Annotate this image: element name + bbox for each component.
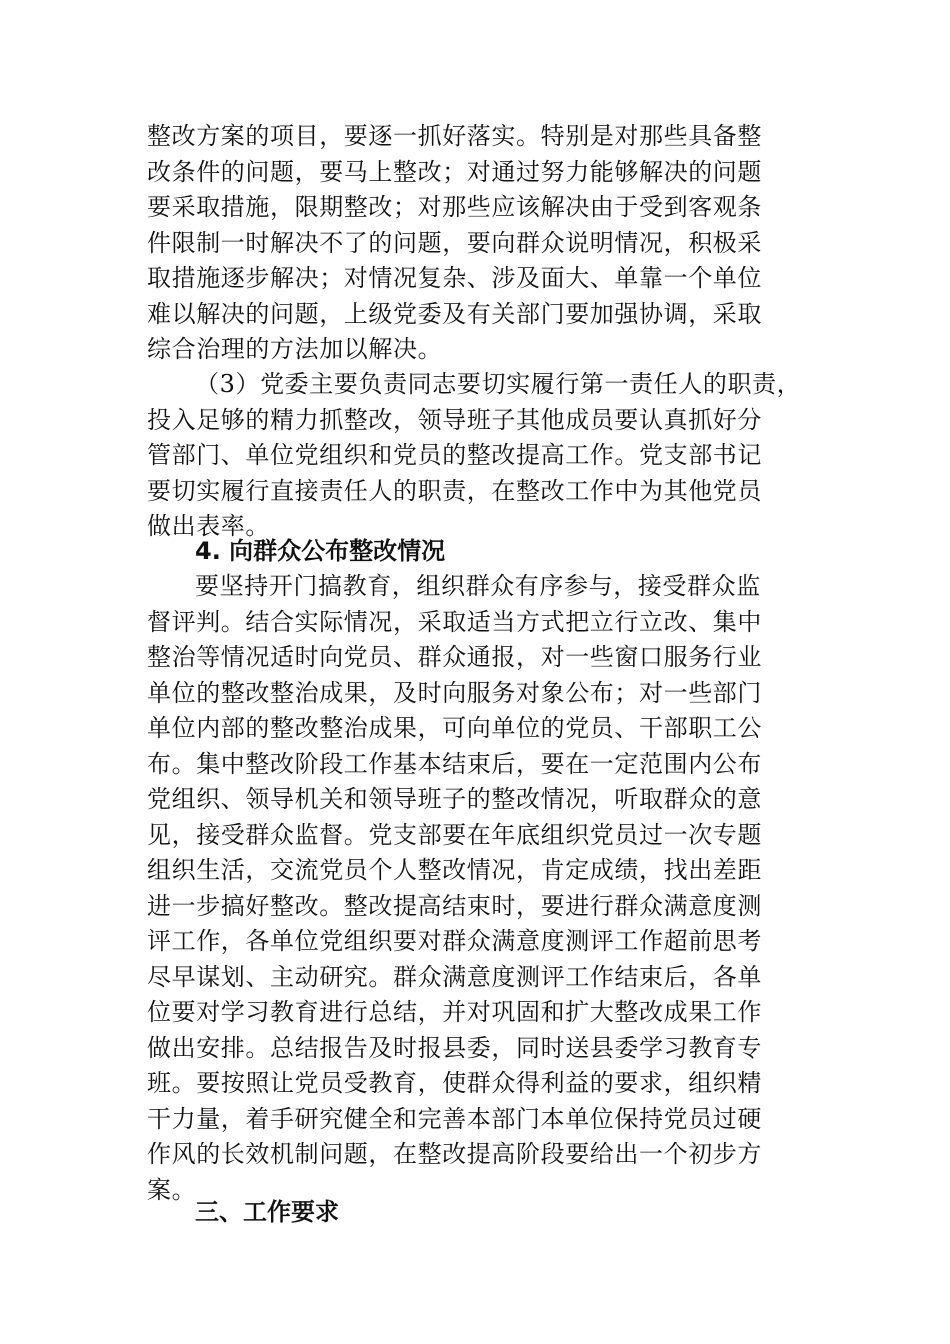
text-line: 单位的整改整治成果，及时向服务对象公布；对一些部门 bbox=[147, 678, 762, 707]
text-line: 改条件的问题，要马上整改；对通过努力能够解决的问题 bbox=[147, 157, 762, 186]
section-heading-4: 4. 向群众公布整改情况 bbox=[195, 537, 446, 565]
text-line: 管部门、单位党组织和党员的整改提高工作。党支部书记 bbox=[147, 441, 762, 469]
text-line: 件限制一时解决不了的问题，要向群众说明情况，积极采 bbox=[147, 228, 762, 257]
paragraph-rectification-items bbox=[147, 119, 810, 368]
text-line: 整改方案的项目，要逐一抓好落实。特别是对那些具备整 bbox=[147, 122, 762, 150]
section-heading-work-requirements: 三、工作要求 bbox=[195, 1198, 339, 1226]
text-line: 党组织、领导机关和领导班子的整改情况，听取群众的意 bbox=[147, 785, 762, 813]
text-line: 干力量，着手研究健全和完善本部门本单位保持党员过硬 bbox=[147, 1104, 762, 1133]
text-line: 作风的长效机制问题，在整改提高阶段要给出一个初步方 bbox=[147, 1140, 762, 1168]
text-line: 班。要按照让党员受教育，使群众得利益的要求，组织精 bbox=[147, 1069, 762, 1097]
paragraph-public-disclosure bbox=[147, 569, 810, 1208]
text-line: 位要对学习教育进行总结，并对巩固和扩大整改成果工作 bbox=[147, 998, 762, 1026]
text-line: 投入足够的精力抓整改，领导班子其他成员要认真抓好分 bbox=[147, 405, 762, 434]
text-line: 组织生活，交流党员个人整改情况，肯定成绩，找出差距 bbox=[147, 856, 762, 884]
text-line: 要采取措施，限期整改；对那些应该解决由于受到客观条 bbox=[147, 193, 762, 221]
text-line: 综合治理的方法加以解决。 bbox=[147, 335, 443, 363]
text-line: 单位内部的整改整治成果，可向单位的党员、干部职工公 bbox=[147, 714, 762, 742]
text-line: 见，接受群众监督。党支部要在年底组织党员过一次专题 bbox=[147, 820, 762, 849]
text-line: 做出安排。总结报告及时报县委，同时送县委学习教育专 bbox=[147, 1033, 762, 1062]
text-line: 布。集中整改阶段工作基本结束后，要在一定范围内公布 bbox=[147, 749, 762, 778]
text-line: 评工作，各单位党组织要对群众满意度测评工作超前思考 bbox=[147, 927, 762, 955]
text-line: 要切实履行直接责任人的职责，在整改工作中为其他党员 bbox=[147, 476, 762, 505]
text-line: 做出表率。 bbox=[147, 512, 270, 540]
text-line: 整治等情况适时向党员、群众通报，对一些窗口服务行业 bbox=[147, 643, 762, 671]
paragraph-party-committee-responsibility bbox=[147, 367, 810, 545]
text-line: 取措施逐步解决；对情况复杂、涉及面大、单靠一个单位 bbox=[147, 264, 762, 292]
text-line: 督评判。结合实际情况，采取适当方式把立行立改、集中 bbox=[147, 607, 762, 636]
text-line: 尽早谋划、主动研究。群众满意度测评工作结束后，各单 bbox=[147, 962, 762, 991]
text-line: 案。 bbox=[147, 1175, 197, 1204]
text-line: 难以解决的问题，上级党委及有关部门要加强协调，采取 bbox=[147, 299, 762, 328]
text-line: （3）党委主要负责同志要切实履行第一责任人的职责， bbox=[195, 370, 802, 398]
text-line: 要坚持开门搞教育，组织群众有序参与，接受群众监 bbox=[195, 572, 761, 600]
text-line: 进一步搞好整改。整改提高结束时，要进行群众满意度测 bbox=[147, 891, 762, 920]
